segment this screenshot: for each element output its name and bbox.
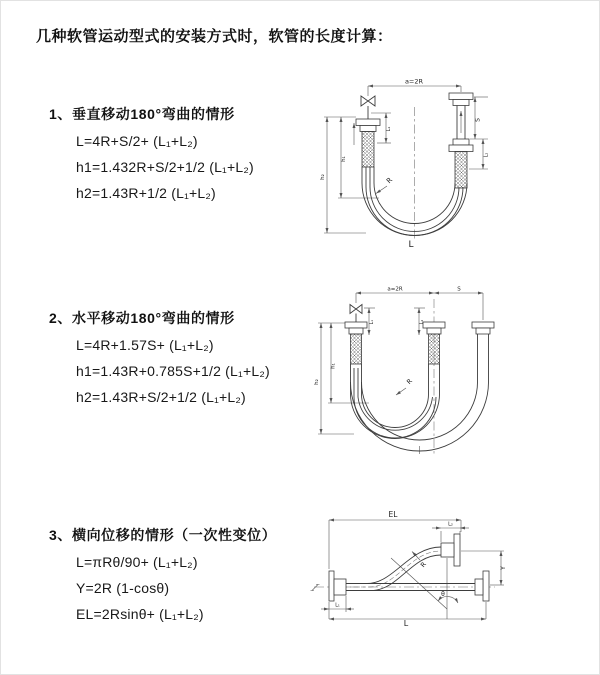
centerline-break-mark bbox=[311, 585, 320, 591]
dim-h1-label: h₁ bbox=[341, 156, 347, 162]
dim-s-label: S bbox=[474, 118, 482, 122]
braided-hose bbox=[429, 334, 440, 364]
braided-hose bbox=[455, 152, 467, 189]
formula-h2: h2=1.43R+S/2+1/2 (L₁+L₂) bbox=[76, 389, 246, 405]
flange bbox=[349, 328, 363, 334]
hose-drawing bbox=[345, 305, 494, 452]
flange bbox=[356, 119, 380, 126]
dim-l2-label: L₂ bbox=[420, 319, 425, 325]
section-vertical-180 bbox=[49, 104, 319, 206]
dim-h1-label: h₁ bbox=[330, 363, 337, 369]
flange bbox=[360, 126, 376, 132]
flange bbox=[476, 328, 490, 334]
dim-el-label: EL bbox=[388, 510, 398, 519]
formula-l: L=4R+S/2+ (L₁+L₂) bbox=[76, 133, 198, 149]
dim-h2-label: h₂ bbox=[320, 174, 326, 180]
flange bbox=[454, 534, 460, 566]
diagram-horizontal-180-bend bbox=[309, 282, 600, 472]
braided-hose bbox=[351, 334, 362, 364]
dim-l2-label: L₂ bbox=[448, 521, 453, 528]
flange bbox=[449, 93, 473, 100]
dim-l-label: L bbox=[408, 240, 414, 250]
dim-r-label: R bbox=[385, 176, 395, 186]
flange bbox=[449, 145, 473, 152]
flange bbox=[483, 571, 489, 601]
dim-s-label: S bbox=[457, 286, 461, 293]
section-2-heading: 2、水平移动180°弯曲的情形 bbox=[49, 310, 235, 326]
flange bbox=[329, 571, 334, 601]
flange bbox=[453, 100, 469, 106]
formula-y: Y=2R (1-cosθ) bbox=[76, 580, 170, 596]
section-1-heading: 1、垂直移动180°弯曲的情形 bbox=[49, 106, 235, 122]
formula-h1: h1=1.432R+S/2+1/2 (L₁+L₂) bbox=[76, 159, 254, 175]
dim-l2-label: L₂ bbox=[483, 152, 490, 158]
dim-l1-label: L₁ bbox=[335, 603, 340, 609]
dim-a2r-label: a=2R bbox=[387, 286, 403, 293]
section-horizontal-180 bbox=[49, 308, 319, 410]
diagram-vertical-180-bend bbox=[311, 71, 600, 271]
flange bbox=[345, 322, 367, 328]
valve-icon bbox=[350, 305, 362, 314]
hose-arc bbox=[358, 368, 433, 430]
flange bbox=[423, 322, 445, 328]
flange bbox=[472, 322, 494, 328]
formula-el: EL=2Rsinθ+ (L₁+L₂) bbox=[76, 606, 204, 622]
formula-h1: h1=1.43R+0.785S+1/2 (L₁+L₂) bbox=[76, 363, 270, 379]
formula-h2: h2=1.43R+1/2 (L₁+L₂) bbox=[76, 185, 216, 201]
dim-l1-label: L₁ bbox=[370, 319, 375, 325]
dim-r-label: R bbox=[405, 377, 415, 387]
flange bbox=[427, 328, 441, 334]
hose-arc-displaced bbox=[351, 334, 489, 451]
formula-l: L=πRθ/90+ (L₁+L₂) bbox=[76, 554, 198, 570]
formula-l: L=4R+1.57S+ (L₁+L₂) bbox=[76, 337, 214, 353]
dim-a2r-label: a=2R bbox=[404, 77, 424, 86]
dimension-labels bbox=[335, 510, 507, 628]
dim-h2-label: h₂ bbox=[314, 379, 320, 385]
section-lateral-displacement bbox=[49, 525, 319, 627]
dim-y-label: Y bbox=[499, 566, 507, 570]
hose-arc bbox=[362, 364, 429, 428]
hose-arc-displaced bbox=[362, 334, 478, 440]
braided-hose bbox=[362, 132, 374, 168]
valve-icon bbox=[361, 96, 375, 106]
dim-r-label: R bbox=[418, 560, 428, 570]
flange-hub bbox=[441, 543, 454, 557]
dim-theta-label: θ bbox=[441, 591, 445, 598]
dim-l1-label: L₁ bbox=[386, 126, 392, 132]
flange bbox=[453, 139, 469, 145]
dim-l-label: L bbox=[403, 619, 409, 628]
page-title: 几种软管运动型式的安装方式时，软管的长度计算： bbox=[36, 28, 393, 45]
section-3-heading: 3、横向位移的情形（一次性变位） bbox=[49, 527, 277, 543]
hose-drawing bbox=[329, 534, 489, 601]
flange-hub bbox=[475, 579, 483, 595]
flange-hub bbox=[334, 579, 346, 595]
diagram-lateral-displacement bbox=[309, 506, 600, 651]
